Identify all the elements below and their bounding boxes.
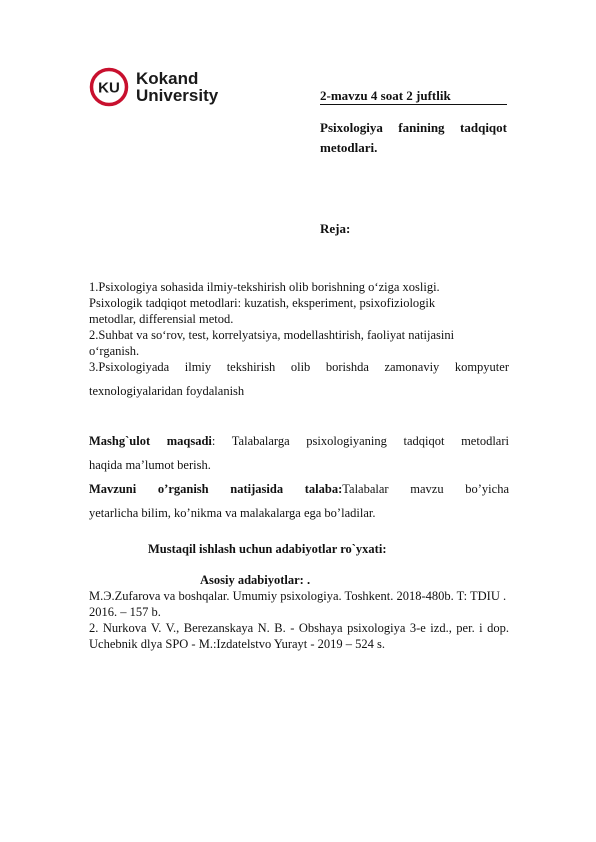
plan-line-5: o‘rganish. bbox=[89, 344, 140, 358]
reference-2-line-1: 2. Nurkova V. V., Berezanskaya N. B. - Obshaya psixologiya 3-e izd., per. i dop. bbox=[89, 621, 509, 635]
logo-line-1: Kokand bbox=[136, 69, 199, 88]
plan-line-2: Psixologik tadqiqot metodlari: kuzatish, eksperiment, psixofiziologik bbox=[89, 296, 436, 310]
plan-line-1: 1.Psixologiya sohasida ilmiy-tekshirish olib borishning o‘ziga xosligi. bbox=[89, 280, 440, 294]
goal-label: Mashg`ulot maqsadi bbox=[89, 434, 212, 448]
literature-heading: Mustaqil ishlash uchun adabiyotlar ro`yxati: bbox=[148, 542, 387, 556]
outcome-line-2: yetarlicha bilim, ko’nikma va malakalarga ega bo’ladilar. bbox=[89, 506, 376, 520]
svg-text:KU: KU bbox=[98, 79, 120, 97]
reference-2-line-2: Uchebnik dlya SPO - M.:Izdatelstvo Yurayt - 2019 – 524 s. bbox=[89, 637, 386, 651]
lecture-title bbox=[320, 118, 507, 158]
topic-underline bbox=[320, 104, 507, 105]
topic-header: 2-mavzu 4 soat 2 juftlik bbox=[320, 88, 451, 103]
plan-line-6: 3.Psixologiyada ilmiy tekshirish olib borishda zamonaviy kompyuter bbox=[89, 360, 509, 374]
goal-line-2: haqida ma’lumot berish. bbox=[89, 458, 211, 472]
main-literature-heading: Asosiy adabiyotlar: . bbox=[200, 573, 311, 587]
logo-line-2: University bbox=[136, 86, 219, 105]
goal-text: : Talabalarga psixologiyaning tadqiqot metodlari bbox=[211, 434, 509, 448]
plan-line-7: texnologiyalaridan foydalanish bbox=[89, 384, 245, 398]
reference-1-line-2: 2016. – 157 b. bbox=[89, 605, 161, 619]
university-logo bbox=[89, 67, 234, 107]
outcome-label: Mavzuni o’rganish natijasida talaba: bbox=[89, 482, 343, 496]
title-line-1: Psixologiya fanining tadqiqot bbox=[320, 120, 507, 135]
title-line-2: metodlari. bbox=[320, 140, 378, 155]
plan-heading: Reja: bbox=[320, 221, 351, 236]
reference-1-line-1: M.Э.Zufarova va boshqalar. Umumiy psixologiya. Toshkent. 2018-480b. T: TDIU . bbox=[89, 589, 507, 603]
outcome-text: Talabalar mavzu bo’yicha bbox=[342, 482, 509, 496]
plan-line-4: 2.Suhbat va so‘rov, test, korrelyatsiya, modellashtirish, faoliyat natijasini bbox=[89, 328, 455, 342]
outcome-line-1 bbox=[89, 481, 509, 497]
ku-logo-mark-icon bbox=[89, 67, 129, 107]
plan-line-3: metodlar, differensial metod. bbox=[89, 312, 234, 326]
goal-line-1 bbox=[89, 433, 509, 449]
